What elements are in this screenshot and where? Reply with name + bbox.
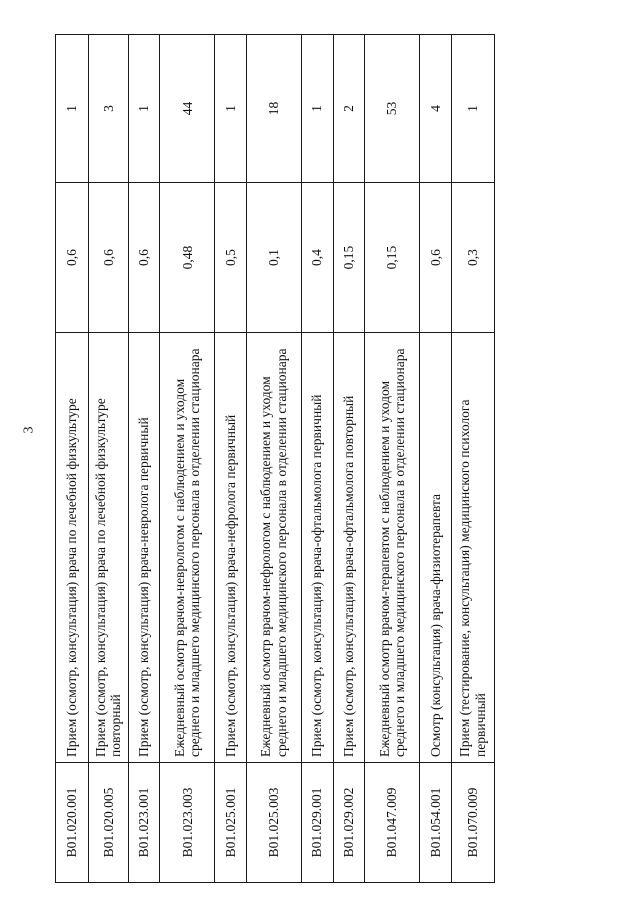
service-quantity: 53 <box>365 35 420 183</box>
service-quantity: 2 <box>333 35 365 183</box>
service-code: B01.023.001 <box>128 763 160 883</box>
service-code: B01.020.005 <box>88 763 128 883</box>
service-quantity: 18 <box>247 35 302 183</box>
service-quantity: 4 <box>420 35 452 183</box>
service-description: Прием (осмотр, консультация) врача-офтальмолога первичный <box>301 333 333 763</box>
table-row <box>128 35 160 883</box>
service-description: Прием (тестирование, консультация) медицинского психолога первичный <box>451 333 494 763</box>
service-code: B01.029.002 <box>333 763 365 883</box>
service-quantity: 1 <box>128 35 160 183</box>
table-row <box>451 35 494 883</box>
usage-coefficient: 0,1 <box>247 183 302 333</box>
table-row <box>56 35 89 883</box>
service-code: B01.054.001 <box>420 763 452 883</box>
service-quantity: 1 <box>301 35 333 183</box>
service-code: B01.029.001 <box>301 763 333 883</box>
page-number: 3 <box>21 426 37 434</box>
usage-coefficient: 0,3 <box>451 183 494 333</box>
service-description: Прием (осмотр, консультация) врача по лечебной физкультуре <box>56 333 89 763</box>
usage-coefficient: 0,15 <box>333 183 365 333</box>
table-row <box>365 35 420 883</box>
service-description: Прием (осмотр, консультация) врача-офтальмолога повторный <box>333 333 365 763</box>
services-table <box>55 34 495 883</box>
service-description: Прием (осмотр, консультация) врача по лечебной физкультуре повторный <box>88 333 128 763</box>
rotated-table-container <box>55 35 495 883</box>
service-description: Прием (осмотр, консультация) врача-невролога первичный <box>128 333 160 763</box>
service-code: B01.020.001 <box>56 763 89 883</box>
service-quantity: 3 <box>88 35 128 183</box>
table-row <box>215 35 247 883</box>
usage-coefficient: 0,6 <box>420 183 452 333</box>
service-description: Ежедневный осмотр врачом-нефрологом с наблюдением и уходом среднего и младшего медицинского персонала в отделении стационара <box>247 333 302 763</box>
service-code: B01.047.009 <box>365 763 420 883</box>
table-row <box>301 35 333 883</box>
service-code: B01.025.001 <box>215 763 247 883</box>
usage-coefficient: 0,5 <box>215 183 247 333</box>
table-row <box>160 35 215 883</box>
usage-coefficient: 0,15 <box>365 183 420 333</box>
service-code: B01.070.009 <box>451 763 494 883</box>
service-code: B01.025.003 <box>247 763 302 883</box>
service-description: Прием (осмотр, консультация) врача-нефролога первичный <box>215 333 247 763</box>
table-row <box>420 35 452 883</box>
service-quantity: 1 <box>215 35 247 183</box>
usage-coefficient: 0,6 <box>56 183 89 333</box>
service-description: Осмотр (консультация) врача-физиотерапевта <box>420 333 452 763</box>
table-row <box>247 35 302 883</box>
usage-coefficient: 0,48 <box>160 183 215 333</box>
service-quantity: 1 <box>56 35 89 183</box>
service-quantity: 1 <box>451 35 494 183</box>
service-description: Ежедневный осмотр врачом-терапевтом с наблюдением и уходом среднего и младшего медицинского персонала в отделении стационара <box>365 333 420 763</box>
usage-coefficient: 0,4 <box>301 183 333 333</box>
service-description: Ежедневный осмотр врачом-неврологом с наблюдением и уходом среднего и младшего медицинского персонала в отделении стационара <box>160 333 215 763</box>
table-row <box>88 35 128 883</box>
table-row <box>333 35 365 883</box>
usage-coefficient: 0,6 <box>128 183 160 333</box>
service-quantity: 44 <box>160 35 215 183</box>
service-code: B01.023.003 <box>160 763 215 883</box>
usage-coefficient: 0,6 <box>88 183 128 333</box>
